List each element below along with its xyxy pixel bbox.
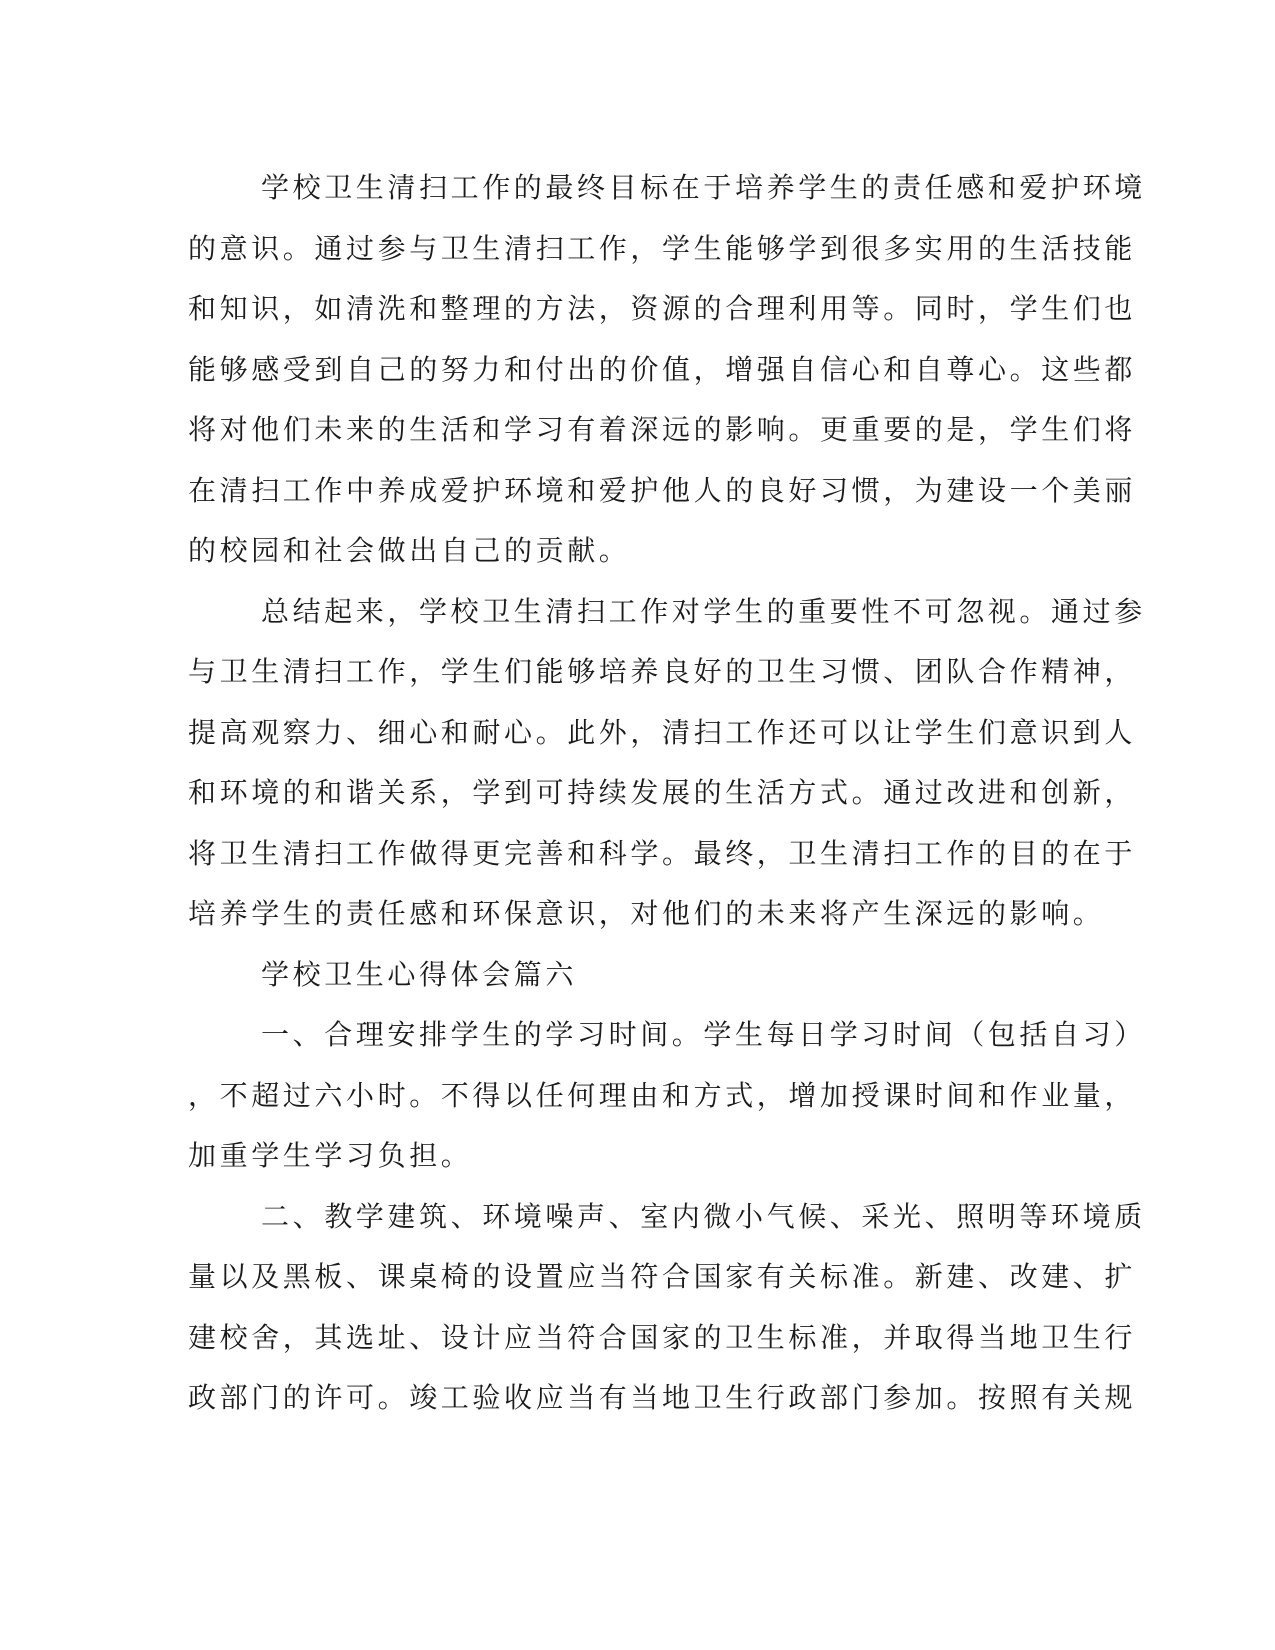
paragraph-line: 学校卫生清扫工作的最终目标在于培养学生的责任感和爱护环境 [261,171,1146,204]
paragraph-line: 培养学生的责任感和环保意识，对他们的未来将产生深远的影响。 [188,897,1105,930]
paragraph-line: 的意识。通过参与卫生清扫工作，学生能够学到很多实用的生活技能 [188,231,1137,265]
section-heading: 学校卫生心得体会篇六 [261,957,578,991]
paragraph-line: 和环境的和谐关系，学到可持续发展的生活方式。通过改进和创新， [188,776,1137,809]
paragraph-line: 与卫生清扫工作，学生们能够培养良好的卫生习惯、团队合作精神， [188,655,1137,688]
paragraph-line: 提高观察力、细心和耐心。此外，清扫工作还可以让学生们意识到人 [188,715,1137,749]
paragraph-line: 建校舍，其选址、设计应当符合国家的卫生标准，并取得当地卫生行 [188,1320,1137,1354]
paragraph-line: 加重学生学习负担。 [188,1139,473,1172]
paragraph-line: 将对他们未来的生活和学习有着深远的影响。更重要的是，学生们将 [188,413,1137,446]
document-body [188,158,1146,1429]
paragraph-line: ，不超过六小时。不得以任何理由和方式，增加授课时间和作业量， [188,1078,1137,1112]
paragraph-line: 总结起来，学校卫生清扫工作对学生的重要性不可忽视。通过参 [261,594,1146,628]
paragraph-line: 在清扫工作中养成爱护环境和爱护他人的良好习惯，为建设一个美丽 [188,473,1137,507]
paragraph-line: 能够感受到自己的努力和付出的价值，增强自信心和自尊心。这些都 [188,352,1137,386]
paragraph-line: 和知识，如清洗和整理的方法，资源的合理利用等。同时，学生们也 [188,292,1137,325]
paragraph-line: 量以及黑板、课桌椅的设置应当符合国家有关标准。新建、改建、扩 [188,1260,1137,1293]
paragraph-line: 二、教学建筑、环境噪声、室内微小气候、采光、照明等环境质 [261,1199,1146,1233]
paragraph-line: 一、合理安排学生的学习时间。学生每日学习时间（包括自习） [261,1018,1146,1051]
paragraph-line: 将卫生清扫工作做得更完善和科学。最终，卫生清扫工作的目的在于 [188,836,1137,870]
paragraph-line: 的校园和社会做出自己的贡献。 [188,534,631,567]
paragraph-line: 政部门的许可。竣工验收应当有当地卫生行政部门参加。按照有关规 [188,1381,1137,1414]
